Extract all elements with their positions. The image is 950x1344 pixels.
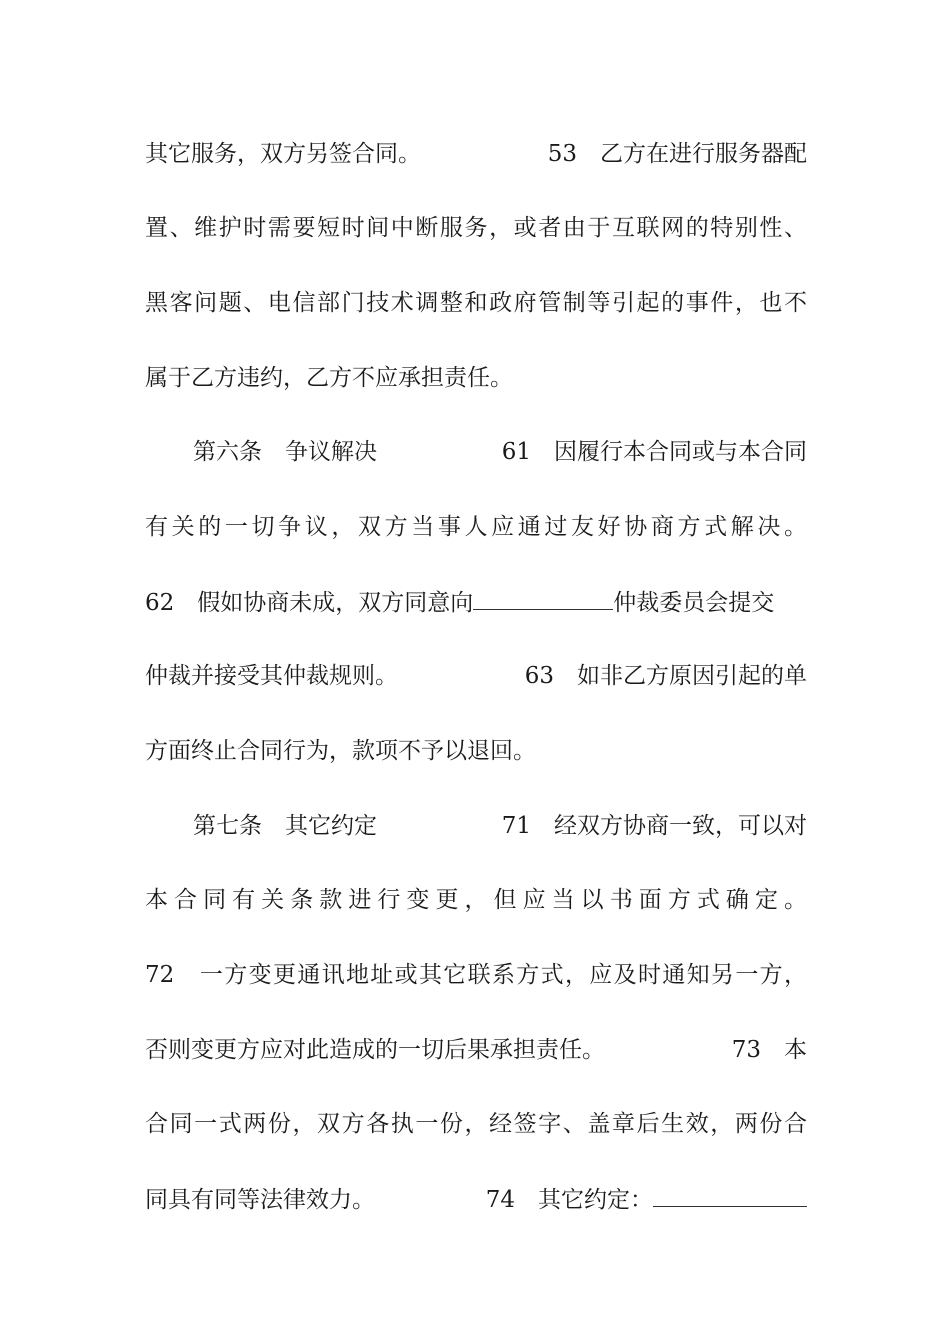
text-line-9: 方面终止合同行为，款项不予以退回。 xyxy=(145,738,536,764)
arbitration-blank[interactable] xyxy=(473,587,613,610)
text-line-6: 有关的一切争议，双方当事人应通过友好协商方式解决。 xyxy=(145,514,807,540)
clause-62-end: 仲裁委员会提交 xyxy=(613,590,775,616)
clause-61-start: 61 因履行本合同或与本合同 xyxy=(501,439,807,465)
text-line-8 xyxy=(145,661,807,691)
text-line-2: 置、维护时需要短时间中断服务，或者由于互联网的特别性、 xyxy=(145,215,807,241)
text-line-11: 本合同有关条款进行变更，但应当以书面方式确定。 xyxy=(145,887,807,913)
article-six-heading-line xyxy=(193,437,807,467)
line-13-left: 否则变更方应对此造成的一切后果承担责任。 xyxy=(145,1037,605,1063)
text-line-12: 72 一方变更通讯地址或其它联系方式，应及时通知另一方， xyxy=(145,962,807,988)
line-15-left: 同具有同等法律效力。 xyxy=(145,1187,375,1213)
article-six-heading: 第六条 争议解决 xyxy=(193,439,377,465)
text-line-3: 黑客问题、电信部门技术调整和政府管制等引起的事件，也不 xyxy=(145,290,807,316)
line-1-left: 其它服务，双方另签合同。 xyxy=(145,141,421,167)
clause-73-start: 73 本 xyxy=(731,1037,807,1063)
clause-74-label: 74 其它约定： xyxy=(485,1187,653,1213)
text-line-7 xyxy=(145,587,807,618)
text-line-1 xyxy=(145,139,807,169)
article-seven-heading-line xyxy=(193,811,807,841)
clause-62-start: 62 假如协商未成，双方同意向 xyxy=(145,590,474,616)
line-1-right: 53 乙方在进行服务器配 xyxy=(547,141,807,167)
text-line-13 xyxy=(145,1035,807,1065)
line-8-left: 仲裁并接受其仲裁规则。 xyxy=(145,663,398,689)
text-line-15 xyxy=(145,1184,807,1215)
text-line-4: 属于乙方违约，乙方不应承担责任。 xyxy=(145,365,513,391)
text-line-14: 合同一式两份，双方各执一份，经签字、盖章后生效，两份合 xyxy=(145,1111,807,1137)
clause-71-start: 71 经双方协商一致，可以对 xyxy=(501,813,807,839)
other-agreement-blank[interactable] xyxy=(653,1184,807,1207)
clause-63-start: 63 如非乙方原因引起的单 xyxy=(524,663,807,689)
article-seven-heading: 第七条 其它约定 xyxy=(193,813,377,839)
